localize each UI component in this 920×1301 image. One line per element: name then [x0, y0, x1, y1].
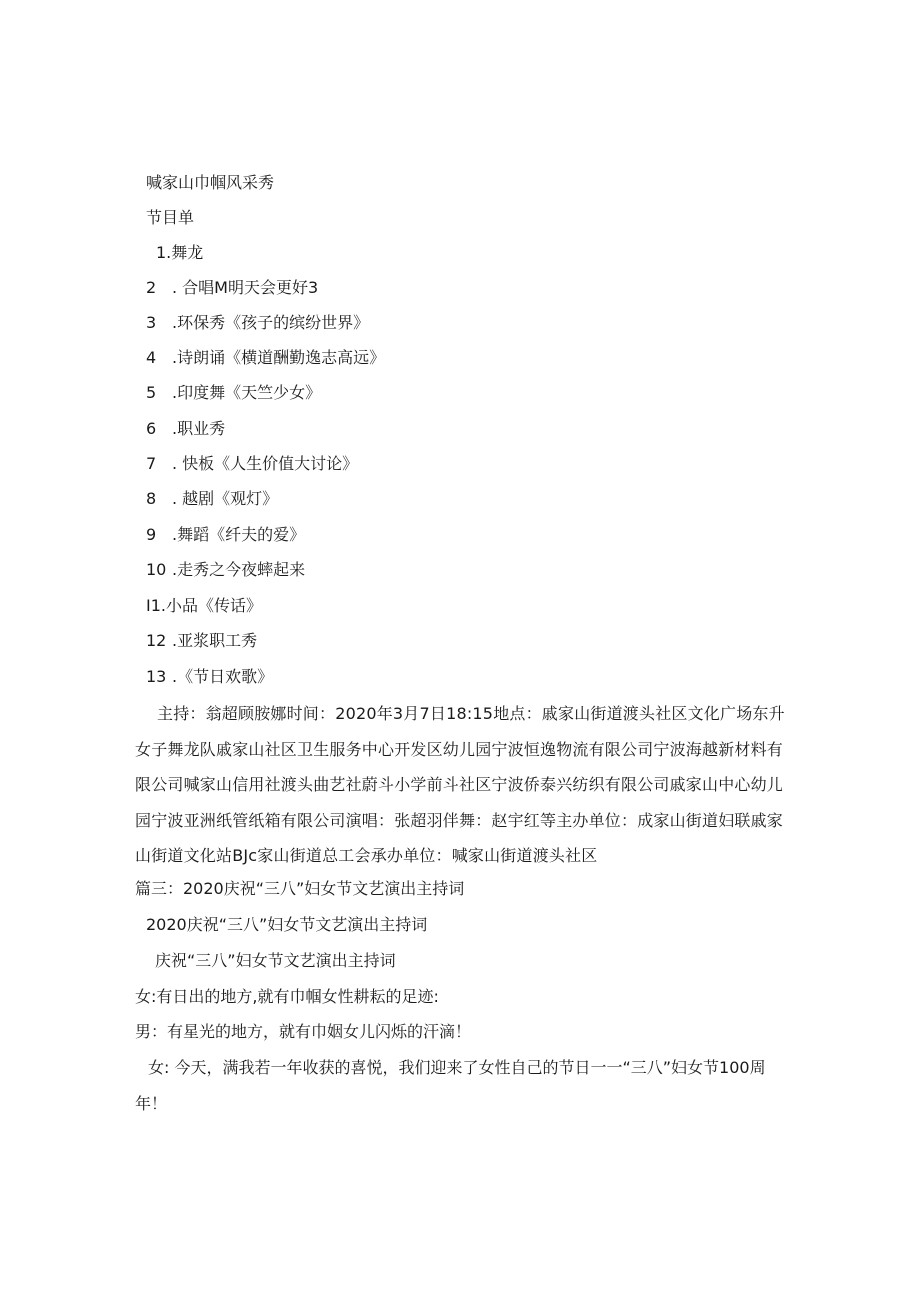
event-info-paragraph: 主持：翁超顾胺娜时间：2020年3月7日18:15地点：戚家山街道渡头社区文化广场东升女子舞龙队戚家山社区卫生服务中心开发区幼儿园宁波恒逸物流有限公司宁波海越新材料有限公司喊家山信用社渡头曲艺社蔚斗小学前斗社区宁波侨泰兴纺织有限公司戚家山中心幼儿园宁波亚洲纸管纸箱有限公司演唱：张超羽伴舞：赵宇红等主办单位：成家山街道妇联戚家山街道文化站BJc家山街道总工会承办单位：喊家山街道渡头社区 [135, 704, 785, 865]
program-heading: 节目单 [146, 208, 195, 227]
program-item-number: 13 [146, 667, 167, 686]
program-item-number: 1. [156, 243, 172, 262]
program-item-number: 7 [146, 454, 157, 473]
program-item [146, 488, 278, 510]
program-item-text: 舞龙 [171, 243, 204, 262]
program-item-number: 4 [146, 348, 157, 367]
program-item-number: 2 [146, 278, 157, 297]
program-item-text: .环保秀《孩子的缤纷世界》 [172, 313, 370, 332]
program-item [146, 347, 385, 369]
program-item-number: 9 [146, 525, 157, 544]
program-item-number: 8 [146, 489, 157, 508]
program-item-text: .《节日欢歌》 [172, 667, 274, 686]
program-item [156, 242, 203, 264]
program-item [146, 277, 318, 299]
program-item-text: .印度舞《天竺少女》 [172, 383, 322, 402]
program-item [146, 595, 262, 617]
program-item-text: .亚浆职工秀 [172, 631, 258, 650]
program-item-text: . 合唱M明天会更好3 [172, 278, 319, 297]
speech-line-female: 女: 今天，满我若一年收获的喜悦，我们迎来了女性自己的节日一一“三八”妇女节100周年！ [135, 1058, 766, 1113]
program-item-text: .舞蹈《纤夫的爱》 [172, 525, 306, 544]
program-item-number: 10 [146, 560, 167, 579]
document-title: 喊家山巾帼风采秀 [146, 173, 275, 192]
program-item-text: 小品《传话》 [165, 596, 262, 615]
program-item-number: I1. [146, 596, 166, 615]
program-item [146, 666, 273, 688]
program-item [146, 312, 369, 334]
program-item [146, 524, 305, 546]
program-item [146, 453, 358, 475]
program-item-text: .诗朗诵《横道酬勤逸志高远》 [172, 348, 386, 367]
speech-line-male: 男：有星光的地方，就有巾姻女儿闪烁的汗滴！ [135, 1022, 472, 1041]
program-item [146, 382, 321, 404]
program-item-number: 6 [146, 419, 157, 438]
program-item [146, 559, 305, 581]
program-item-text: . 越剧《观灯》 [172, 489, 279, 508]
program-item [146, 418, 225, 440]
program-item [146, 630, 257, 652]
speech-title: 2020庆祝“三八”妇女节文艺演出主持词 [146, 915, 428, 934]
program-item-text: .走秀之今夜蟀起来 [172, 560, 306, 579]
speech-line-female: 女:有日出的地方,就有巾帼女性耕耘的足迹: [135, 987, 439, 1006]
section-heading: 篇三：2020庆祝“三八”妇女节文艺演出主持词 [135, 879, 465, 898]
program-item-text: . 快板《人生价值大讨论》 [172, 454, 359, 473]
program-item-number: 12 [146, 631, 167, 650]
program-item-number: 3 [146, 313, 157, 332]
speech-subtitle: 庆祝“三八”妇女节文艺演出主持词 [155, 951, 396, 970]
program-item-text: .职业秀 [172, 419, 226, 438]
program-item-number: 5 [146, 383, 157, 402]
